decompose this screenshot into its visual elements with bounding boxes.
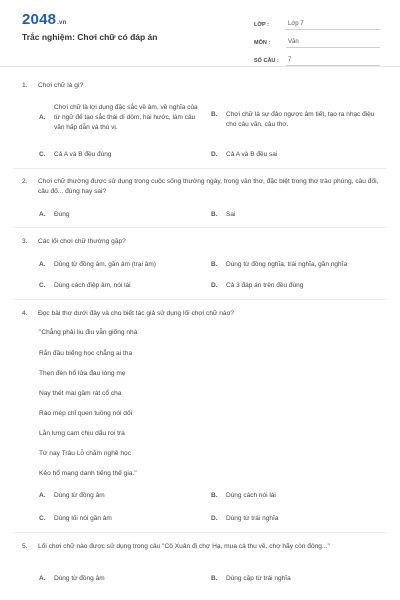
option-text: Dùng lối nói gần âm <box>54 515 112 522</box>
option-letter: C. <box>39 515 46 522</box>
option-text: Dùng từ đồng âm <box>54 575 105 582</box>
question-stem <box>0 237 400 247</box>
info-value: Lớp 7 <box>286 21 380 30</box>
option-a[interactable] <box>39 491 199 501</box>
option-c[interactable] <box>39 150 199 160</box>
question-number: 3. <box>22 238 28 245</box>
question-text: Chơi chữ là gì? <box>38 82 84 89</box>
option-letter: D. <box>211 282 218 289</box>
option-b[interactable] <box>211 260 391 270</box>
option-a[interactable] <box>39 574 199 584</box>
option-letter: A. <box>39 211 46 218</box>
option-letter: B. <box>211 492 218 499</box>
poem-line: Kẻo hổ mang danh tiếng thế gia." <box>39 470 137 477</box>
info-row-count <box>254 50 380 66</box>
option-text: Sai <box>226 211 236 218</box>
option-text: Chơi chữ là lợi dụng đặc sắc về âm, về nghĩa của từ ngữ để tạo sắc thái dí dỏm, hài hước, làm câu văn hấp dẫn và thú vị. <box>54 104 198 131</box>
option-letter: B. <box>211 261 218 268</box>
question-number: 5. <box>22 543 28 550</box>
question-stem <box>0 542 400 552</box>
info-row-subject <box>254 32 380 48</box>
poem-line: Lằn lưng cam chịu dấu roi tra <box>39 430 125 437</box>
poem-line: Thẹn đèn hổ lửa đau lòng mẹ <box>39 370 126 377</box>
option-d[interactable] <box>211 514 379 524</box>
question-number: 1. <box>22 82 28 89</box>
question-5 <box>0 542 400 552</box>
option-c[interactable] <box>39 281 204 291</box>
question-number: 4. <box>22 310 28 317</box>
question-text: Các lối chơi chữ thường gặp? <box>38 238 126 245</box>
option-text: Cả A và B đều sai <box>226 151 278 158</box>
option-text: Dùng từ trái nghĩa <box>226 515 279 522</box>
option-c[interactable] <box>39 514 199 524</box>
page-title: Trắc nghiệm: Chơi chữ có đáp án <box>22 32 158 42</box>
question-stem <box>0 81 400 91</box>
question-number: 2. <box>22 178 28 185</box>
info-value: 7 <box>286 57 380 66</box>
divider <box>14 299 386 300</box>
question-text: Chơi chữ thường được sử dụng trong cuộc sống thường ngày, trong văn thơ, đặc biệt trong thơ trào phúng, câu đối, câu đố... đúng hay sai? <box>38 178 379 195</box>
option-letter: D. <box>211 151 218 158</box>
option-text: Đúng <box>54 211 70 218</box>
header <box>0 0 400 67</box>
site-logo[interactable] <box>22 12 66 31</box>
question-stem <box>0 177 400 197</box>
divider <box>14 532 386 533</box>
info-box <box>254 14 380 68</box>
option-letter: A. <box>39 492 46 499</box>
option-b[interactable] <box>211 210 379 220</box>
option-b[interactable] <box>211 574 379 584</box>
option-text: Chơi chữ là sự đảo ngược âm tiết, tạo ra nhạc điệu cho câu văn, câu thơ. <box>226 111 375 128</box>
poem-line: "Chẳng phải liu điu vẫn giống nhà <box>39 329 138 336</box>
option-b[interactable] <box>211 110 379 130</box>
option-text: Dùng từ đồng âm, gần âm (trại âm) <box>54 261 156 268</box>
question-text: Lối chơi chữ nào được sử dụng trong câu "Cô Xuân đi chợ Hạ, mua cá thu về, chợ hãy còn đông..." <box>38 543 330 550</box>
option-a[interactable] <box>39 210 199 220</box>
logo-text: 2048 <box>22 11 57 28</box>
question-1 <box>0 81 400 91</box>
option-letter: B. <box>211 211 218 218</box>
poem-line: Ráo mép chỉ quen tuồng nói dối <box>39 410 133 417</box>
option-letter: B. <box>211 111 218 118</box>
option-d[interactable] <box>211 281 381 291</box>
option-letter: C. <box>39 282 46 289</box>
poem-line: Rắn đầu biếng học chẳng ai tha <box>39 350 133 357</box>
option-text: Dùng cách điệp âm, nói lái <box>54 282 131 289</box>
option-b[interactable] <box>211 491 379 501</box>
option-text: Dùng từ đồng nghĩa, trái nghĩa, gần nghĩa <box>226 261 348 268</box>
option-text: Cả A và B đều đúng <box>54 151 112 158</box>
question-2 <box>0 177 400 197</box>
info-value: Văn <box>286 39 380 48</box>
poem-line: Nay thét mai gầm rát cổ cha <box>39 390 122 397</box>
info-label: MÔN : <box>254 40 271 46</box>
option-letter: D. <box>211 515 218 522</box>
logo-suffix: .vn <box>57 20 67 26</box>
question-text: Đọc bài thơ dưới đây và cho biết tác giả sử dụng lối chơi chữ nào? <box>38 310 234 317</box>
option-letter: A. <box>39 261 46 268</box>
poem-line: Từ nay Trâu Lỗ chăm nghề học <box>39 450 132 457</box>
option-a[interactable] <box>39 103 199 133</box>
info-label: SỐ CÂU : <box>254 58 279 64</box>
option-letter: A. <box>39 114 46 121</box>
question-3 <box>0 237 400 247</box>
option-letter: C. <box>39 151 46 158</box>
option-letter: B. <box>211 575 218 582</box>
info-label: LỚP : <box>254 22 269 28</box>
divider <box>14 168 386 169</box>
option-a[interactable] <box>39 260 204 270</box>
question-4 <box>0 309 400 319</box>
option-d[interactable] <box>211 150 379 160</box>
question-stem <box>0 309 400 319</box>
option-letter: A. <box>39 575 46 582</box>
option-text: Dùng cặp từ trái nghĩa <box>226 575 291 582</box>
option-text: Cả 3 đáp án trên đều đúng <box>226 282 304 289</box>
option-text: Dùng từ đồng âm <box>54 492 105 499</box>
divider <box>14 227 386 228</box>
info-row-class <box>254 14 380 30</box>
option-text: Dùng cách nói lái <box>226 492 276 499</box>
